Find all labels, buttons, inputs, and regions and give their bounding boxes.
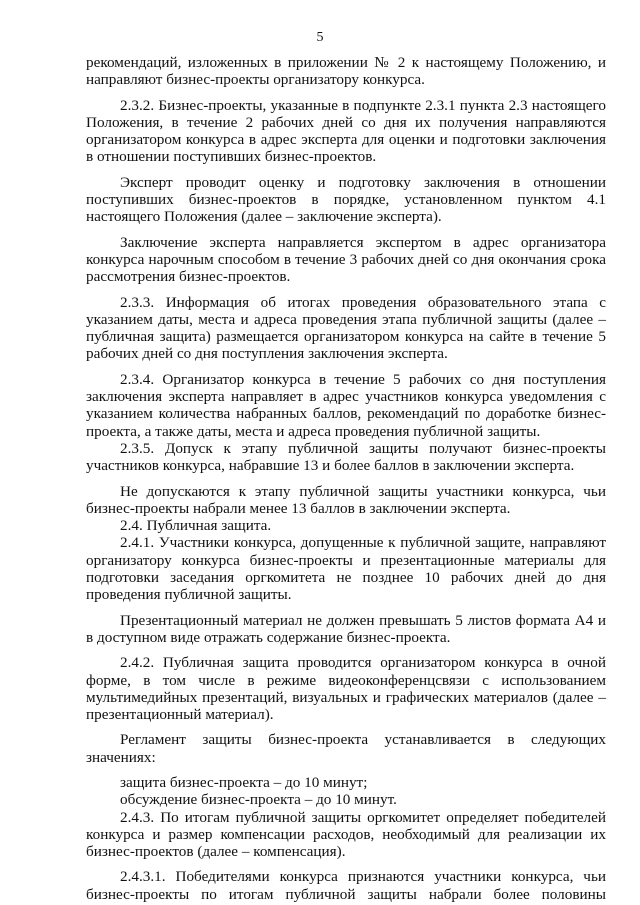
paragraph-2-3-2: 2.3.2. Бизнес-проекты, указанные в подпункте 2.3.1 пункта 2.3 настоящего Положения, в течение 2 рабочих дней со дня их получения направляются организатором конкурса в адрес эксперта для оценки и подготовки заключения в отношении поступивших бизнес-проектов. (86, 96, 606, 166)
paragraph: Заключение эксперта направляется экспертом в адрес организатора конкурса нарочным способом в течение 3 рабочих дней со дня окончания срока рассмотрения бизнес-проектов. (86, 233, 606, 286)
paragraph-2-4-2: 2.4.2. Публичная защита проводится организатором конкурса в очной форме, в том числе в режиме видеоконференцсвязи с использованием мультимедийных презентаций, визуальных и графических материалов (далее – презентационный материал). (86, 654, 606, 724)
list-item: защита бизнес-проекта – до 10 минут; (120, 773, 368, 791)
paragraph: Регламент защиты бизнес-проекта устанавливается в следующих значениях: (86, 731, 606, 766)
document-body (86, 54, 606, 903)
list-item: обсуждение бизнес-проекта – до 10 минут. (120, 791, 397, 809)
page-number: 5 (316, 30, 324, 45)
paragraph-2-4-1: 2.4.1. Участники конкурса, допущенные к публичной защите, направляют организатору конкурса бизнес-проекты и презентационные материалы для подготовки заседания оргкомитета не позднее 10 рабочих дней до дня проведения публичной защиты. (86, 534, 606, 604)
paragraph-2-4-3: 2.4.3. По итогам публичной защиты оргкомитет определяет победителей конкурса и размер компенсации расходов, необходимый для реализации их бизнес-проектов (далее – компенсация). (86, 808, 606, 861)
paragraph-2-4-3-1: 2.4.3.1. Победителями конкурса признаются участники конкурса, чьи бизнес-проекты по итогам публичной защиты набрали более половины (86, 868, 606, 903)
paragraph-2-3-4: 2.3.4. Организатор конкурса в течение 5 рабочих со дня поступления заключения эксперта направляет в адрес участников конкурса уведомления с указанием количества набранных баллов, рекомендаций по доработке бизнес-проекта, а также даты, места и адреса проведения публичной защиты. (86, 370, 606, 440)
paragraph: Презентационный материал не должен превышать 5 листов формата А4 и в доступном виде отражать содержание бизнес-проекта. (86, 611, 606, 646)
paragraph-2-3-3: 2.3.3. Информация об итогах проведения образовательного этапа с указанием даты, места и адреса проведения этапа публичной защиты (далее – публичная защита) размещается организатором конкурса на сайте в течение 5 рабочих дней со дня поступления заключения эксперта. (86, 293, 606, 363)
paragraph: Эксперт проводит оценку и подготовку заключения в отношении поступивших бизнес-проектов в порядке, установленном пунктом 4.1 настоящего Положения (далее – заключение эксперта). (86, 173, 606, 226)
paragraph-2-3-5: 2.3.5. Допуск к этапу публичной защиты получают бизнес-проекты участников конкурса, набравшие 13 и более баллов в заключении эксперта. (86, 439, 606, 475)
paragraph: Не допускаются к этапу публичной защиты участники конкурса, чьи бизнес-проекты набрали менее 13 баллов в заключении эксперта. (86, 482, 606, 517)
section-heading-2-4: 2.4. Публичная защита. (120, 517, 272, 535)
paragraph: рекомендаций, изложенных в приложении № 2 к настоящему Положению, и направляют бизнес-проекты организатору конкурса. (86, 54, 606, 89)
